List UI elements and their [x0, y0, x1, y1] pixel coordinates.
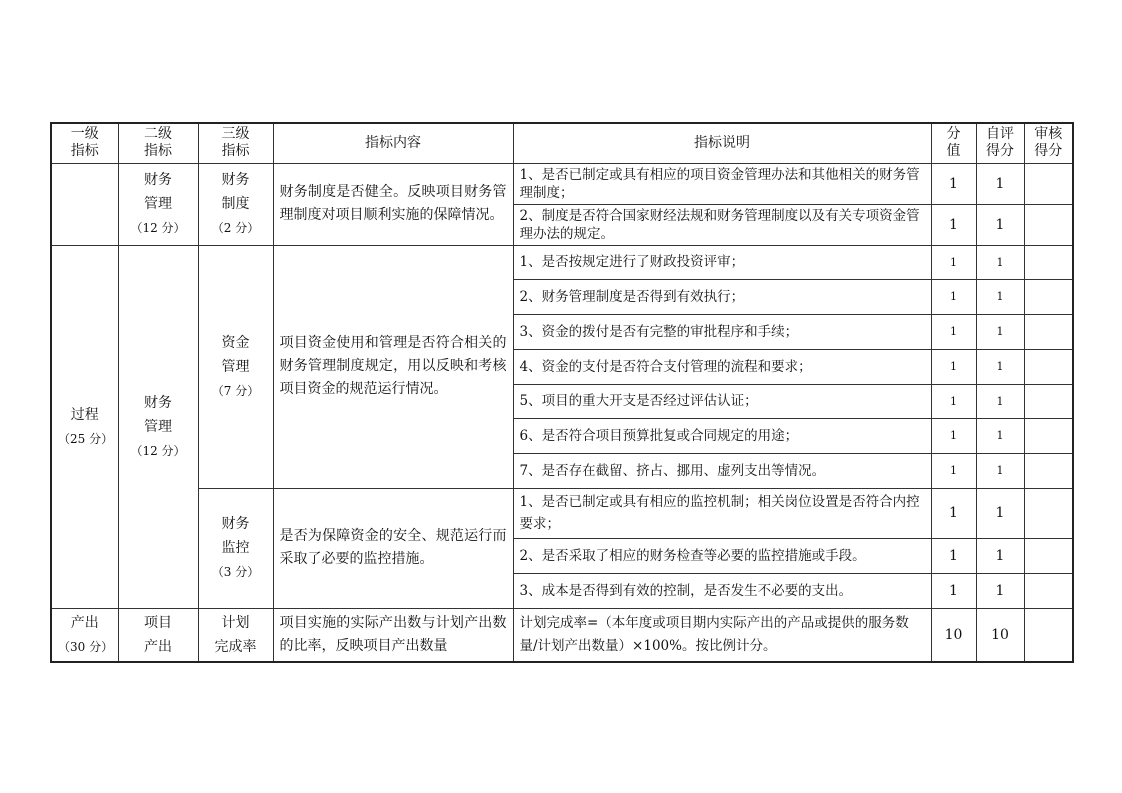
self-score: 1 [976, 384, 1024, 418]
header-self-score: 自评 得分 [976, 123, 1024, 163]
audit-score-cell[interactable] [1024, 384, 1073, 418]
self-score: 1 [976, 573, 1024, 608]
indicator-desc: 3、成本是否得到有效的控制，是否发生不必要的支出。 [513, 573, 931, 608]
header-score: 分 值 [931, 123, 976, 163]
indicator-content: 项目资金使用和管理是否符合相关的财务管理制度规定，用以反映和考核项目资金的规范运行情况。 [273, 245, 513, 488]
header-content: 指标内容 [273, 123, 513, 163]
header-audit-score: 审核 得分 [1024, 123, 1073, 163]
level1-cell-empty [51, 163, 118, 245]
audit-score-cell[interactable] [1024, 538, 1073, 573]
audit-score-cell[interactable] [1024, 314, 1073, 349]
audit-score-cell[interactable] [1024, 163, 1073, 204]
score-value: 1 [931, 349, 976, 384]
indicator-desc: 2、财务管理制度是否得到有效执行； [513, 279, 931, 314]
header-desc: 指标说明 [513, 123, 931, 163]
performance-evaluation-table [50, 122, 1074, 663]
level3-cell: 财务 监控 （3 分） [198, 488, 273, 608]
score-value: 1 [931, 418, 976, 453]
level3-cell: 计划 完成率 [198, 608, 273, 662]
indicator-desc: 4、资金的支付是否符合支付管理的流程和要求； [513, 349, 931, 384]
self-score: 10 [976, 608, 1024, 662]
indicator-desc: 6、是否符合项目预算批复或合同规定的用途； [513, 418, 931, 453]
audit-score-cell[interactable] [1024, 573, 1073, 608]
indicator-desc: 5、项目的重大开支是否经过评估认证； [513, 384, 931, 418]
level3-cell: 资金 管理 （7 分） [198, 245, 273, 488]
self-score: 1 [976, 204, 1024, 245]
audit-score-cell[interactable] [1024, 204, 1073, 245]
indicator-desc: 1、是否按规定进行了财政投资评审； [513, 245, 931, 279]
score-value: 10 [931, 608, 976, 662]
self-score: 1 [976, 279, 1024, 314]
score-value: 1 [931, 204, 976, 245]
level1-cell: 过程 （25 分） [51, 245, 118, 608]
self-score: 1 [976, 538, 1024, 573]
header-row [51, 123, 1073, 163]
audit-score-cell[interactable] [1024, 453, 1073, 488]
indicator-desc: 3、资金的拨付是否有完整的审批程序和手续； [513, 314, 931, 349]
score-value: 1 [931, 245, 976, 279]
indicator-desc: 2、是否采取了相应的财务检查等必要的监控措施或手段。 [513, 538, 931, 573]
indicator-desc: 计划完成率=（本年度或项目期内实际产出的产品或提供的服务数量/计划产出数量）×100%。按比例计分。 [513, 608, 931, 662]
score-value: 1 [931, 314, 976, 349]
level1-cell: 产出 （30 分） [51, 608, 118, 662]
self-score: 1 [976, 418, 1024, 453]
indicator-content: 财务制度是否健全。反映项目财务管理制度对项目顺利实施的保障情况。 [273, 163, 513, 245]
indicator-desc: 1、是否已制定或具有相应的监控机制；相关岗位设置是否符合内控要求； [513, 488, 931, 538]
self-score: 1 [976, 453, 1024, 488]
level3-cell: 财务 制度 （2 分） [198, 163, 273, 245]
indicator-content: 是否为保障资金的安全、规范运行而采取了必要的监控措施。 [273, 488, 513, 608]
score-value: 1 [931, 573, 976, 608]
audit-score-cell[interactable] [1024, 349, 1073, 384]
audit-score-cell[interactable] [1024, 279, 1073, 314]
self-score: 1 [976, 488, 1024, 538]
level2-cell: 财务 管理 （12 分） [118, 245, 198, 608]
score-value: 1 [931, 538, 976, 573]
table-row [51, 608, 1073, 662]
audit-score-cell[interactable] [1024, 245, 1073, 279]
audit-score-cell[interactable] [1024, 488, 1073, 538]
header-level2: 二级 指标 [118, 123, 198, 163]
score-value: 1 [931, 279, 976, 314]
indicator-content: 项目实施的实际产出数与计划产出数的比率，反映项目产出数量 [273, 608, 513, 662]
evaluation-sheet [50, 122, 1072, 663]
self-score: 1 [976, 245, 1024, 279]
indicator-desc: 2、制度是否符合国家财经法规和财务管理制度以及有关专项资金管理办法的规定。 [513, 204, 931, 245]
header-level1: 一级 指标 [51, 123, 118, 163]
score-value: 1 [931, 163, 976, 204]
header-level3: 三级 指标 [198, 123, 273, 163]
indicator-desc: 1、是否已制定或具有相应的项目资金管理办法和其他相关的财务管理制度； [513, 163, 931, 204]
score-value: 1 [931, 453, 976, 488]
indicator-desc: 7、是否存在截留、挤占、挪用、虚列支出等情况。 [513, 453, 931, 488]
level2-cell: 项目 产出 [118, 608, 198, 662]
table-row [51, 488, 1073, 538]
self-score: 1 [976, 349, 1024, 384]
audit-score-cell[interactable] [1024, 418, 1073, 453]
self-score: 1 [976, 163, 1024, 204]
self-score: 1 [976, 314, 1024, 349]
level2-cell: 财务 管理 （12 分） [118, 163, 198, 245]
table-row [51, 163, 1073, 204]
score-value: 1 [931, 488, 976, 538]
score-value: 1 [931, 384, 976, 418]
audit-score-cell[interactable] [1024, 608, 1073, 662]
table-row [51, 245, 1073, 279]
